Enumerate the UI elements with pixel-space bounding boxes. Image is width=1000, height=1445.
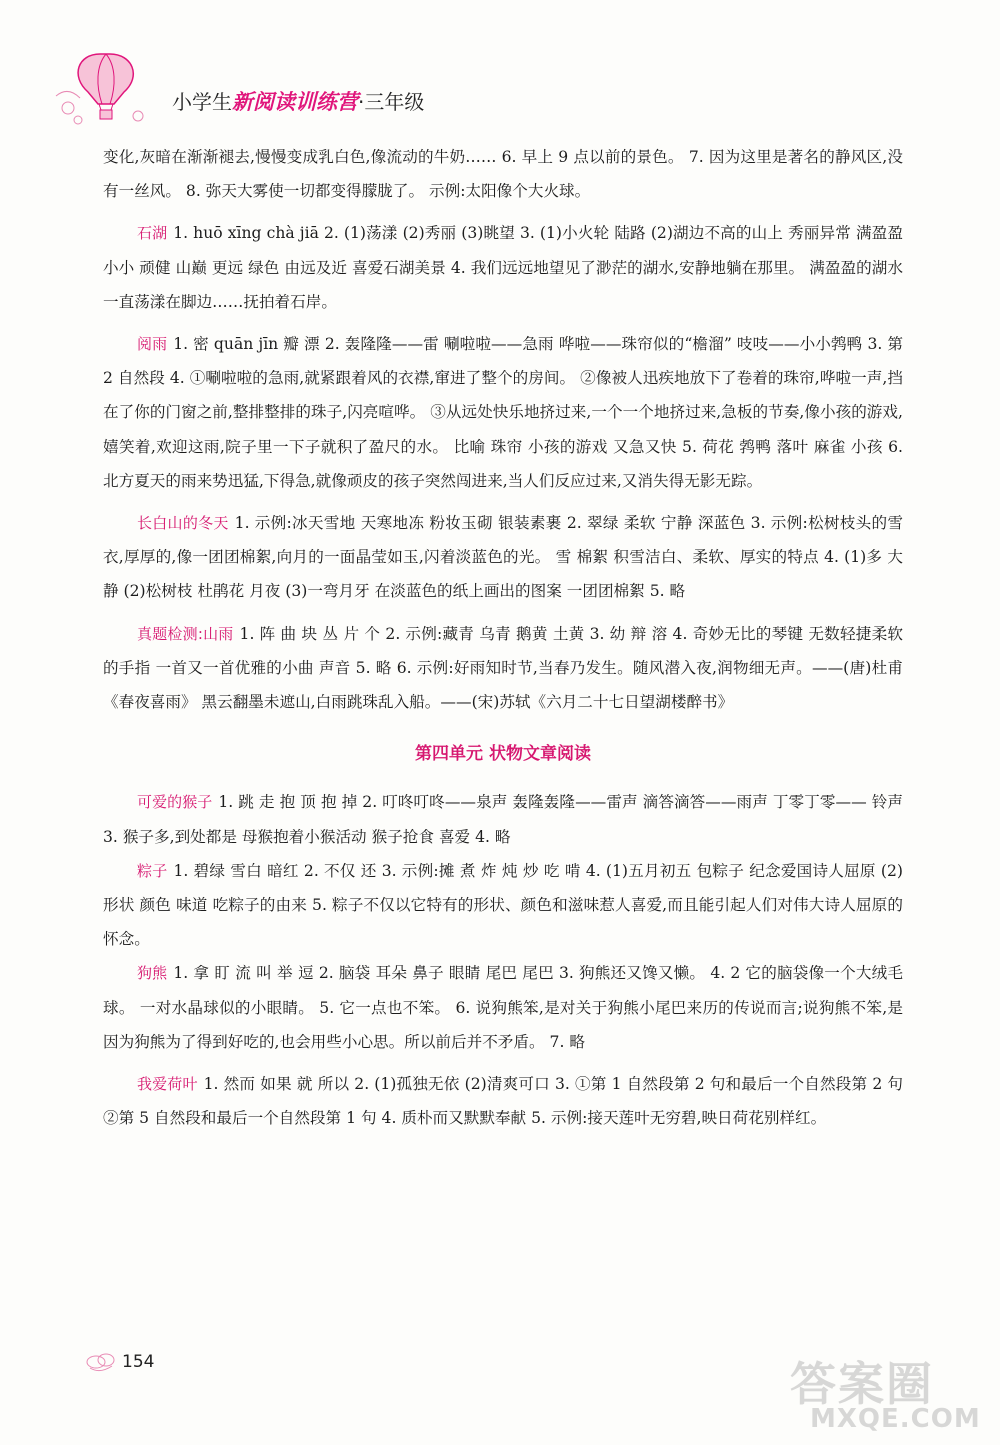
hot-air-balloon-icon (48, 46, 168, 130)
book-title-suffix: ·三年级 (358, 90, 425, 114)
answer-block (103, 956, 903, 1059)
answer-title: 长白山的冬天 (137, 514, 229, 533)
intro-paragraph: 变化,灰暗在渐渐褪去,慢慢变成乳白色,像流动的牛奶…… 6. 早上 9 点以前的景色。 7. 因为这里是著名的静风区,没有一丝风。 8. 弥天大雾使一切都变得朦胧了。 示例:太阳像个大火球。 (103, 148, 903, 201)
flower-icon (84, 1348, 118, 1376)
answer-text: 1. 拿 盯 流 叫 举 逗 2. 脑袋 耳朵 鼻子 眼睛 尾巴 尾巴 3. 狗熊还又馋又懒。 4. 2 它的脑袋像一个大绒毛球。 一对水晶球似的小眼睛。 5. 它一点也不笨。 6. 说狗熊笨,是对关于狗熊小尾巴来历的传说而言;说狗熊不笨,是因为狗熊为了得到好吃的,也会用些小心思。所以前后并不矛盾。 7. 略 (103, 964, 903, 1051)
answer-block (103, 854, 903, 957)
answer-title: 可爱的猴子 (137, 793, 213, 812)
answer-title: 粽子 (137, 861, 168, 880)
answer-text: 1. 密 quān jīn 瓣 漂 2. 轰隆隆——雷 唰啦啦——急雨 哗啦——珠帘似的“檐溜” 吱吱——小小鹁鸭 3. 第 2 自然段 4. ①唰啦啦的急雨,就紧跟着风的衣襟,窜进了整个的房间。 ②像被人迅疾地放下了卷着的珠帘,哗啦一声,挡在了你的门窗之前,整排整排的珠子,闪亮喧哗。 ③从远处快乐地挤过来,一个一个地挤过来,急板的节奏,像小孩的游戏,嬉笑着,欢迎这雨,院子里一下子就积了盈尺的水。 比喻 珠帘 小孩的游戏 又急又快 5. 荷花 鹁鸭 落叶 麻雀 小孩 6. 北方夏天的雨来势迅猛,下得急,就像顽皮的孩子突然闯进来,当人们反应过来,又消失得无影无踪。 (103, 335, 903, 490)
section-title: 第四单元 状物文章阅读 (415, 744, 591, 765)
answer-text: 1. 阵 曲 块 丛 片 个 2. 示例:藏青 乌青 鹅黄 土黄 3. 幼 辩 溶 4. 奇妙无比的琴键 无数轻捷柔软的手指 一首又一首优雅的小曲 声音 5. 略 6. 示例:好雨知时节,当春乃发生。随风潜入夜,润物细无声。——(唐)杜甫《春夜喜雨》 黑云翻墨未遮山,白雨跳珠乱入船。——(宋)苏轼《六月二十七日望湖楼醉书》 (103, 624, 903, 712)
page-header (40, 40, 640, 130)
answer-title: 阅雨 (137, 335, 168, 354)
book-title (172, 86, 424, 116)
watermark-logo: 答案圈 (790, 1357, 934, 1411)
watermark-url: MXQE.COM (810, 1404, 981, 1434)
answer-text: 1. 跳 走 抱 顶 抱 掉 2. 叮咚叮咚——泉声 轰隆轰隆——雷声 滴答滴答——雨声 丁零丁零—— 铃声 3. 猴子多,到处都是 母猴抱着小猴活动 猴子抢食 喜爱 4. 略 (103, 793, 903, 846)
answer-text: 1. huō xīng chà jiā 2. (1)荡漾 (2)秀丽 (3)眺望 3. (1)小火轮 陆路 (2)湖边不高的山上 秀丽异常 满盈盈 小小 顽健 山巅 更远 绿色 由远及近 喜爱石湖美景 4. 我们远远地望见了渺茫的湖水,安静地躺在那里。 满盈盈的湖水一直荡漾在脚边……抚拍着石岸。 (103, 224, 903, 311)
book-title-prefix: 小学生 (172, 90, 232, 114)
answer-title: 我爱荷叶 (137, 1075, 198, 1094)
answer-title: 真题检测:山雨 (137, 624, 234, 643)
answer-text: 1. 示例:冰天雪地 天寒地冻 粉妆玉砌 银装素裹 2. 翠绿 柔软 宁静 深蓝色 3. 示例:松树枝头的雪衣,厚厚的,像一团团棉絮,向月的一面晶莹如玉,闪着淡蓝色的光。 雪 棉絮 积雪洁白、柔软、厚实的特点 4. (1)多 大 静 (2)松树枝 杜鹃花 月夜 (3)一弯月牙 在淡蓝色的纸上画出的图案 一团团棉絮 5. 略 (103, 514, 903, 601)
answer-title: 石湖 (137, 224, 168, 243)
answer-block (103, 327, 903, 498)
answer-title: 狗熊 (137, 964, 168, 983)
answer-block (103, 216, 903, 319)
page-number: 154 (122, 1352, 155, 1372)
answer-content (103, 140, 903, 1135)
answer-block (103, 506, 903, 609)
answer-block (103, 1067, 903, 1135)
answer-text: 1. 然而 如果 就 所以 2. (1)孤独无依 (2)清爽可口 3. ①第 1 自然段第 2 句和最后一个自然段第 2 句 ②第 5 自然段和最后一个自然段第 1 句 4. 质朴而又默默奉献 5. 示例:接天莲叶无穷碧,映日荷花别样红。 (103, 1075, 903, 1128)
book-title-brand: 新阅读训练营 (232, 90, 358, 114)
answer-block (103, 785, 903, 853)
answer-text: 1. 碧绿 雪白 暗红 2. 不仅 还 3. 示例:摊 煮 炸 炖 炒 吃 啃 4. (1)五月初五 包粽子 纪念爱国诗人屈原 (2)形状 颜色 味道 吃粽子的由来 5. 粽子不仅以它特有的形状、颜色和滋味惹人喜爱,而且能引起人们对伟大诗人屈原的怀念。 (103, 861, 903, 949)
watermark (790, 1348, 990, 1438)
answer-block (103, 617, 903, 720)
